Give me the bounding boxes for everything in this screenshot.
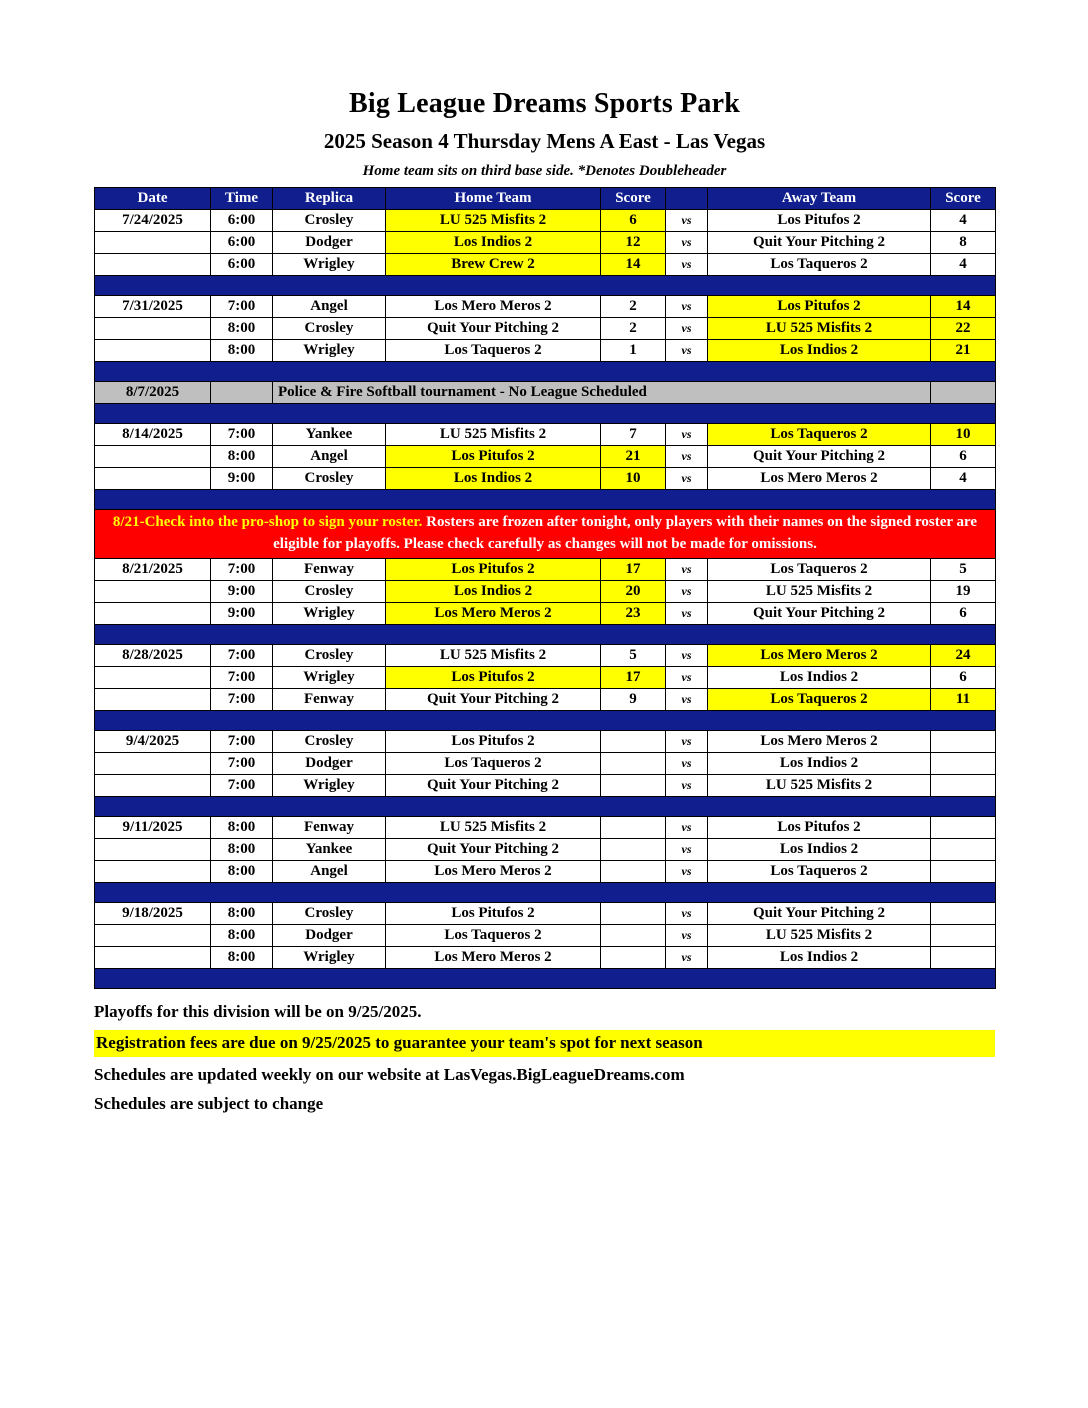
game-date: 9/4/2025 <box>95 730 211 752</box>
separator-bar <box>95 796 996 816</box>
away-score: 22 <box>931 318 996 340</box>
separator-bar <box>95 882 996 902</box>
banner-highlight-text: 8/21-Check into the pro-shop to sign your roster. <box>112 514 423 530</box>
game-replica: Wrigley <box>273 254 386 276</box>
game-row <box>95 254 996 276</box>
game-time: 7:00 <box>211 688 273 710</box>
home-team: Los Pitufos 2 <box>386 902 601 924</box>
header-replica: Replica <box>273 188 386 210</box>
home-team: Los Taqueros 2 <box>386 924 601 946</box>
home-score: 20 <box>601 580 666 602</box>
vs-label: vs <box>666 318 708 340</box>
away-team: Los Mero Meros 2 <box>708 730 931 752</box>
away-team: Los Taqueros 2 <box>708 424 931 446</box>
game-replica: Wrigley <box>273 602 386 624</box>
game-row <box>95 644 996 666</box>
away-team: Los Pitufos 2 <box>708 296 931 318</box>
home-score: 1 <box>601 340 666 362</box>
away-score: 21 <box>931 340 996 362</box>
game-date <box>95 774 211 796</box>
away-team: Los Indios 2 <box>708 666 931 688</box>
home-team: Quit Your Pitching 2 <box>386 838 601 860</box>
game-time: 6:00 <box>211 210 273 232</box>
header-home-team: Home Team <box>386 188 601 210</box>
vs-label: vs <box>666 210 708 232</box>
home-team: LU 525 Misfits 2 <box>386 816 601 838</box>
game-date <box>95 924 211 946</box>
away-team: LU 525 Misfits 2 <box>708 924 931 946</box>
away-score: 4 <box>931 254 996 276</box>
game-date: 9/18/2025 <box>95 902 211 924</box>
game-row <box>95 296 996 318</box>
header-away-team: Away Team <box>708 188 931 210</box>
game-time: 8:00 <box>211 816 273 838</box>
home-score: 5 <box>601 644 666 666</box>
game-date <box>95 860 211 882</box>
home-team: Brew Crew 2 <box>386 254 601 276</box>
game-replica: Dodger <box>273 924 386 946</box>
away-score: 4 <box>931 210 996 232</box>
roster-banner-row <box>95 510 996 559</box>
game-replica: Wrigley <box>273 340 386 362</box>
game-date <box>95 580 211 602</box>
game-row <box>95 340 996 362</box>
game-time: 9:00 <box>211 468 273 490</box>
game-replica: Wrigley <box>273 774 386 796</box>
away-score: 6 <box>931 666 996 688</box>
game-row <box>95 902 996 924</box>
roster-banner <box>95 510 996 559</box>
away-team: Quit Your Pitching 2 <box>708 902 931 924</box>
game-date <box>95 318 211 340</box>
away-team: LU 525 Misfits 2 <box>708 318 931 340</box>
home-score <box>601 924 666 946</box>
home-team: Los Pitufos 2 <box>386 446 601 468</box>
header-vs <box>666 188 708 210</box>
away-team: Los Indios 2 <box>708 752 931 774</box>
vs-label: vs <box>666 860 708 882</box>
home-team: Los Taqueros 2 <box>386 340 601 362</box>
game-date <box>95 446 211 468</box>
home-score: 14 <box>601 254 666 276</box>
away-score <box>931 752 996 774</box>
game-replica: Crosley <box>273 580 386 602</box>
game-time: 8:00 <box>211 946 273 968</box>
away-team: Los Pitufos 2 <box>708 816 931 838</box>
away-team: Los Indios 2 <box>708 838 931 860</box>
away-score: 6 <box>931 446 996 468</box>
away-score <box>931 774 996 796</box>
away-score: 4 <box>931 468 996 490</box>
game-row <box>95 688 996 710</box>
home-team: Los Mero Meros 2 <box>386 946 601 968</box>
away-score: 11 <box>931 688 996 710</box>
away-score <box>931 816 996 838</box>
game-row <box>95 774 996 796</box>
home-score: 6 <box>601 210 666 232</box>
home-team: Quit Your Pitching 2 <box>386 688 601 710</box>
game-time: 7:00 <box>211 558 273 580</box>
notice-row <box>95 382 996 404</box>
game-replica: Fenway <box>273 688 386 710</box>
separator-row <box>95 624 996 644</box>
header-home-score: Score <box>601 188 666 210</box>
vs-label: vs <box>666 902 708 924</box>
game-replica: Yankee <box>273 838 386 860</box>
away-score: 19 <box>931 580 996 602</box>
vs-label: vs <box>666 924 708 946</box>
home-score <box>601 946 666 968</box>
vs-label: vs <box>666 774 708 796</box>
game-row <box>95 580 996 602</box>
separator-row <box>95 796 996 816</box>
game-time: 7:00 <box>211 296 273 318</box>
game-date <box>95 468 211 490</box>
game-time: 7:00 <box>211 644 273 666</box>
game-row <box>95 860 996 882</box>
game-replica: Crosley <box>273 902 386 924</box>
home-score <box>601 860 666 882</box>
away-score: 5 <box>931 558 996 580</box>
website-note: Schedules are updated weekly on our website at LasVegas.BigLeagueDreams.com <box>94 1064 685 1084</box>
home-team: LU 525 Misfits 2 <box>386 644 601 666</box>
home-score <box>601 838 666 860</box>
separator-row <box>95 710 996 730</box>
home-score: 9 <box>601 688 666 710</box>
game-replica: Crosley <box>273 730 386 752</box>
home-score: 2 <box>601 318 666 340</box>
game-time: 7:00 <box>211 424 273 446</box>
game-time: 8:00 <box>211 318 273 340</box>
game-row <box>95 468 996 490</box>
home-team: LU 525 Misfits 2 <box>386 210 601 232</box>
schedule-table-body <box>95 210 996 989</box>
away-score: 14 <box>931 296 996 318</box>
home-team: Los Mero Meros 2 <box>386 860 601 882</box>
vs-label: vs <box>666 688 708 710</box>
separator-bar <box>95 968 996 988</box>
vs-label: vs <box>666 752 708 774</box>
game-row <box>95 730 996 752</box>
game-replica: Angel <box>273 296 386 318</box>
away-team: LU 525 Misfits 2 <box>708 774 931 796</box>
away-team: Los Mero Meros 2 <box>708 468 931 490</box>
away-team: Los Indios 2 <box>708 340 931 362</box>
away-score <box>931 860 996 882</box>
away-score: 6 <box>931 602 996 624</box>
vs-label: vs <box>666 424 708 446</box>
game-time: 7:00 <box>211 730 273 752</box>
game-replica: Yankee <box>273 424 386 446</box>
vs-label: vs <box>666 340 708 362</box>
separator-row <box>95 276 996 296</box>
separator-bar <box>95 490 996 510</box>
vs-label: vs <box>666 816 708 838</box>
away-score <box>931 902 996 924</box>
game-replica: Crosley <box>273 318 386 340</box>
home-team: Quit Your Pitching 2 <box>386 318 601 340</box>
away-team: Los Taqueros 2 <box>708 860 931 882</box>
game-time: 9:00 <box>211 580 273 602</box>
vs-label: vs <box>666 468 708 490</box>
game-time: 8:00 <box>211 446 273 468</box>
away-team: Quit Your Pitching 2 <box>708 602 931 624</box>
home-score <box>601 774 666 796</box>
separator-bar <box>95 362 996 382</box>
notice-date: 8/7/2025 <box>95 382 211 404</box>
separator-bar <box>95 404 996 424</box>
home-score: 7 <box>601 424 666 446</box>
game-replica: Fenway <box>273 558 386 580</box>
game-date: 7/31/2025 <box>95 296 211 318</box>
banner-rest-text: Rosters are frozen after tonight, only players with their names on the signed roster are eligible for playoffs. Please check carefully as changes will not be made for omissions. <box>273 514 978 552</box>
home-team: Los Indios 2 <box>386 232 601 254</box>
vs-label: vs <box>666 446 708 468</box>
game-row <box>95 838 996 860</box>
game-time: 8:00 <box>211 340 273 362</box>
home-score: 10 <box>601 468 666 490</box>
home-team: Los Mero Meros 2 <box>386 602 601 624</box>
header-time: Time <box>211 188 273 210</box>
vs-label: vs <box>666 838 708 860</box>
game-row <box>95 752 996 774</box>
game-time: 8:00 <box>211 902 273 924</box>
home-score: 21 <box>601 446 666 468</box>
game-row <box>95 816 996 838</box>
game-date: 8/14/2025 <box>95 424 211 446</box>
away-team: Los Taqueros 2 <box>708 558 931 580</box>
home-team: Los Indios 2 <box>386 580 601 602</box>
vs-label: vs <box>666 730 708 752</box>
schedule-table <box>94 187 996 989</box>
game-time: 8:00 <box>211 838 273 860</box>
away-team: Quit Your Pitching 2 <box>708 446 931 468</box>
game-date <box>95 602 211 624</box>
away-team: Los Indios 2 <box>708 946 931 968</box>
home-team: Los Mero Meros 2 <box>386 296 601 318</box>
vs-label: vs <box>666 602 708 624</box>
game-time: 6:00 <box>211 232 273 254</box>
home-team: Los Taqueros 2 <box>386 752 601 774</box>
registration-note: Registration fees are due on 9/25/2025 to guarantee your team's spot for next season <box>94 1030 995 1057</box>
separator-row <box>95 968 996 988</box>
away-team: Los Taqueros 2 <box>708 254 931 276</box>
away-score <box>931 730 996 752</box>
away-score: 10 <box>931 424 996 446</box>
game-row <box>95 446 996 468</box>
game-date: 7/24/2025 <box>95 210 211 232</box>
separator-row <box>95 490 996 510</box>
away-score: 8 <box>931 232 996 254</box>
home-team-note: Home team sits on third base side. *Denotes Doubleheader <box>362 163 727 179</box>
header-away-score: Score <box>931 188 996 210</box>
schedule-table-head <box>95 188 996 210</box>
game-time: 7:00 <box>211 774 273 796</box>
home-score <box>601 730 666 752</box>
game-time: 9:00 <box>211 602 273 624</box>
vs-label: vs <box>666 558 708 580</box>
game-replica: Dodger <box>273 232 386 254</box>
home-score <box>601 816 666 838</box>
game-row <box>95 424 996 446</box>
game-date <box>95 340 211 362</box>
game-date <box>95 752 211 774</box>
game-date: 8/28/2025 <box>95 644 211 666</box>
home-score: 23 <box>601 602 666 624</box>
home-score <box>601 752 666 774</box>
vs-label: vs <box>666 946 708 968</box>
game-date <box>95 838 211 860</box>
home-team: LU 525 Misfits 2 <box>386 424 601 446</box>
notice-score <box>931 382 996 404</box>
game-replica: Angel <box>273 860 386 882</box>
away-score: 24 <box>931 644 996 666</box>
header-row <box>95 188 996 210</box>
home-score: 2 <box>601 296 666 318</box>
game-row <box>95 946 996 968</box>
game-time: 8:00 <box>211 860 273 882</box>
game-replica: Dodger <box>273 752 386 774</box>
away-score <box>931 838 996 860</box>
game-date <box>95 666 211 688</box>
home-score: 12 <box>601 232 666 254</box>
game-replica: Wrigley <box>273 946 386 968</box>
game-replica: Crosley <box>273 468 386 490</box>
game-row <box>95 602 996 624</box>
page-title: Big League Dreams Sports Park <box>348 88 741 119</box>
away-score <box>931 924 996 946</box>
home-team: Los Pitufos 2 <box>386 730 601 752</box>
away-team: Los Taqueros 2 <box>708 688 931 710</box>
home-team: Quit Your Pitching 2 <box>386 774 601 796</box>
notice-time <box>211 382 273 404</box>
game-replica: Crosley <box>273 644 386 666</box>
game-time: 7:00 <box>211 752 273 774</box>
separator-bar <box>95 710 996 730</box>
home-score: 17 <box>601 666 666 688</box>
notice-text: Police & Fire Softball tournament - No League Scheduled <box>273 382 931 404</box>
game-row <box>95 318 996 340</box>
heading-block <box>94 88 995 180</box>
vs-label: vs <box>666 232 708 254</box>
footer-notes <box>94 1001 995 1115</box>
game-date <box>95 254 211 276</box>
vs-label: vs <box>666 254 708 276</box>
separator-row <box>95 404 996 424</box>
header-date: Date <box>95 188 211 210</box>
vs-label: vs <box>666 296 708 318</box>
separator-bar <box>95 624 996 644</box>
away-team: Los Pitufos 2 <box>708 210 931 232</box>
game-row <box>95 210 996 232</box>
home-team: Los Pitufos 2 <box>386 558 601 580</box>
game-date: 9/11/2025 <box>95 816 211 838</box>
game-row <box>95 232 996 254</box>
game-replica: Crosley <box>273 210 386 232</box>
game-date <box>95 688 211 710</box>
vs-label: vs <box>666 580 708 602</box>
game-time: 7:00 <box>211 666 273 688</box>
home-team: Los Indios 2 <box>386 468 601 490</box>
home-score <box>601 902 666 924</box>
subject-to-change-note: Schedules are subject to change <box>94 1093 324 1113</box>
game-replica: Angel <box>273 446 386 468</box>
game-date <box>95 232 211 254</box>
vs-label: vs <box>666 666 708 688</box>
page-subtitle: 2025 Season 4 Thursday Mens A East - Las Vegas <box>323 129 766 153</box>
game-date: 8/21/2025 <box>95 558 211 580</box>
game-row <box>95 558 996 580</box>
separator-bar <box>95 276 996 296</box>
game-time: 6:00 <box>211 254 273 276</box>
game-row <box>95 924 996 946</box>
game-replica: Fenway <box>273 816 386 838</box>
game-row <box>95 666 996 688</box>
game-date <box>95 946 211 968</box>
away-team: Quit Your Pitching 2 <box>708 232 931 254</box>
separator-row <box>95 882 996 902</box>
game-replica: Wrigley <box>273 666 386 688</box>
away-score <box>931 946 996 968</box>
game-time: 8:00 <box>211 924 273 946</box>
away-team: Los Mero Meros 2 <box>708 644 931 666</box>
vs-label: vs <box>666 644 708 666</box>
home-score: 17 <box>601 558 666 580</box>
home-team: Los Pitufos 2 <box>386 666 601 688</box>
playoffs-note: Playoffs for this division will be on 9/25/2025. <box>94 1001 422 1021</box>
away-team: LU 525 Misfits 2 <box>708 580 931 602</box>
separator-row <box>95 362 996 382</box>
